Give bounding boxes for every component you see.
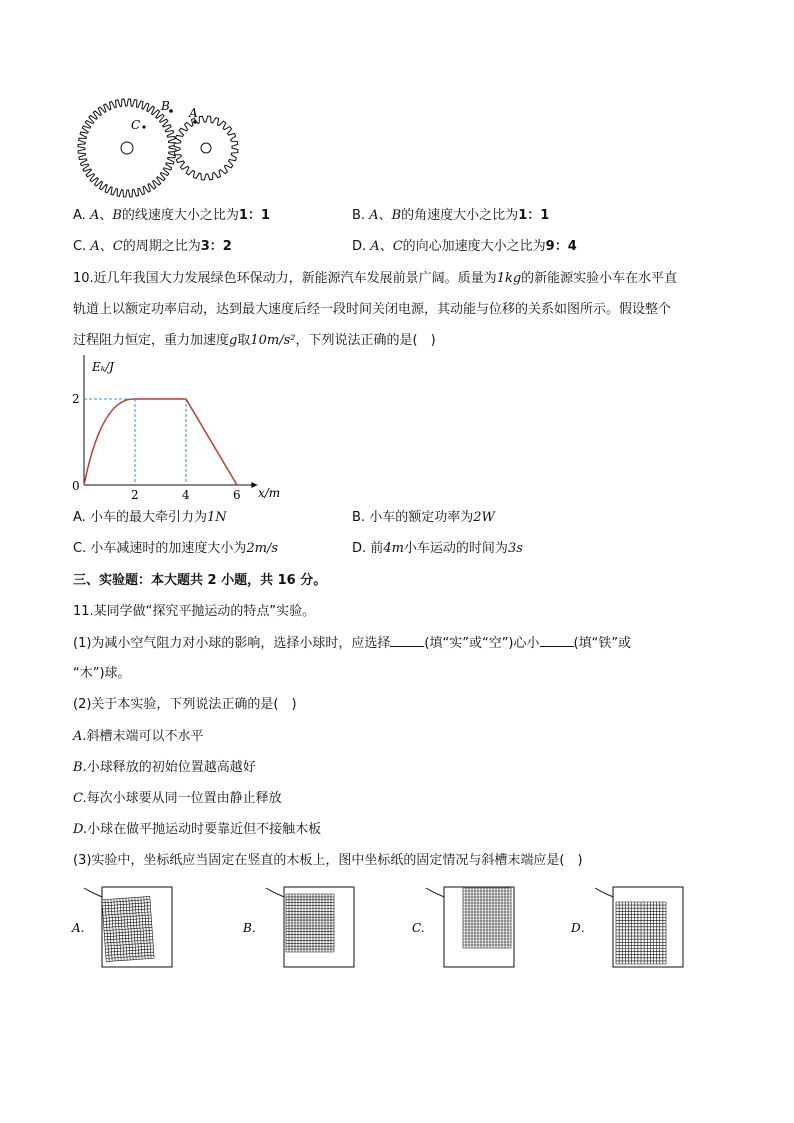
- q11-part2: (2)关于本实验，下列说法正确的是( ): [73, 697, 297, 712]
- section-3-title: 三、实验题：本大题共 2 小题，共 16 分。: [73, 573, 327, 588]
- q11-stem: 11.某同学做“探究平抛运动的特点”实验。: [73, 604, 316, 619]
- coordinate-paper-figures: [68, 880, 728, 975]
- point-c-dot: [142, 125, 145, 128]
- q11-part1: (1)为减小空气阻力对小球的影响，选择小球时，应选择 (填“实”或“空”)心小 (填“铁”或: [73, 636, 632, 651]
- figure-c-grid-lines: [463, 888, 511, 948]
- large-gear: [78, 99, 176, 197]
- q10-option-d: D. 前4m小车运动的时间为3s: [352, 541, 523, 556]
- point-a-label: A: [189, 106, 198, 120]
- gear-figure: [70, 98, 250, 203]
- chart-ylabel: Eₖ/J: [92, 360, 114, 374]
- figure-label-a: A.: [72, 921, 85, 935]
- q11-part2-option-a: A.斜槽末端可以不水平: [73, 729, 204, 744]
- chart-series-line: [84, 399, 237, 485]
- q10-stem-line3: 过程阻力恒定，重力加速度g取10m/s²，下列说法正确的是( ): [73, 333, 436, 348]
- chart-x-tick-6: 6: [233, 488, 241, 502]
- q9-option-c: C. A、C的周期之比为3：2: [73, 239, 232, 254]
- chart-x-tick-4: 4: [182, 488, 190, 502]
- q9-option-b: B. A、B的角速度大小之比为1：1: [352, 208, 550, 223]
- figure-b-grid: [286, 894, 334, 952]
- point-a-dot: [193, 120, 197, 124]
- answer-blank-1[interactable]: [390, 634, 424, 647]
- q11-part2-option-b: B.小球释放的初始位置越高越好: [73, 760, 256, 775]
- figure-label-c: C.: [412, 921, 425, 935]
- q11-part3: (3)实验中，坐标纸应当固定在竖直的木板上，图中坐标纸的固定情况与斜槽末端应是( ): [73, 853, 583, 868]
- point-b-label: B: [161, 99, 170, 113]
- q11-part2-option-d: D.小球在做平抛运动时要靠近但不接触木板: [73, 822, 322, 837]
- q10-option-c: C. 小车减速时的加速度大小为2m/s: [73, 541, 279, 556]
- q9-option-a: A. A、B的线速度大小之比为1：1: [73, 208, 271, 223]
- chart-origin-label: 0: [72, 479, 80, 493]
- figure-d-grid-lines: [616, 902, 666, 964]
- q11-part1-line2: “木”)球。: [73, 666, 131, 681]
- answer-blank-2[interactable]: [540, 634, 574, 647]
- q10-option-b: B. 小车的额定功率为2W: [352, 510, 495, 525]
- small-gear: [174, 116, 238, 180]
- figure-d-grid: [616, 902, 666, 964]
- q10-option-a: A. 小车的最大牵引力为1N: [73, 510, 227, 525]
- ek-x-chart: [68, 355, 298, 503]
- figure-label-d: D．: [571, 921, 593, 935]
- q9-option-d: D. A、C的向心加速度大小之比为9：4: [352, 239, 577, 254]
- chart-y-tick-2: 2: [72, 392, 80, 406]
- chart-xlabel: x/m: [258, 486, 281, 500]
- point-c-label: C: [131, 118, 141, 132]
- q10-stem-line1: 10.近几年我国大力发展绿色环保动力，新能源汽车发展前景广阔。质量为1kg的新能源实验小车在水平直: [73, 271, 678, 286]
- figure-c-grid: [463, 888, 511, 948]
- figure-b-grid-lines: [286, 894, 334, 952]
- figure-label-b: B．: [243, 921, 264, 935]
- q11-part2-option-c: C.每次小球要从同一位置由静止释放: [73, 791, 282, 806]
- chart-x-tick-2: 2: [131, 488, 139, 502]
- q10-stem-line2: 轨道上以额定功率启动，达到最大速度后经一段时间关闭电源，其动能与位移的关系如图所示。假设整个: [73, 302, 672, 317]
